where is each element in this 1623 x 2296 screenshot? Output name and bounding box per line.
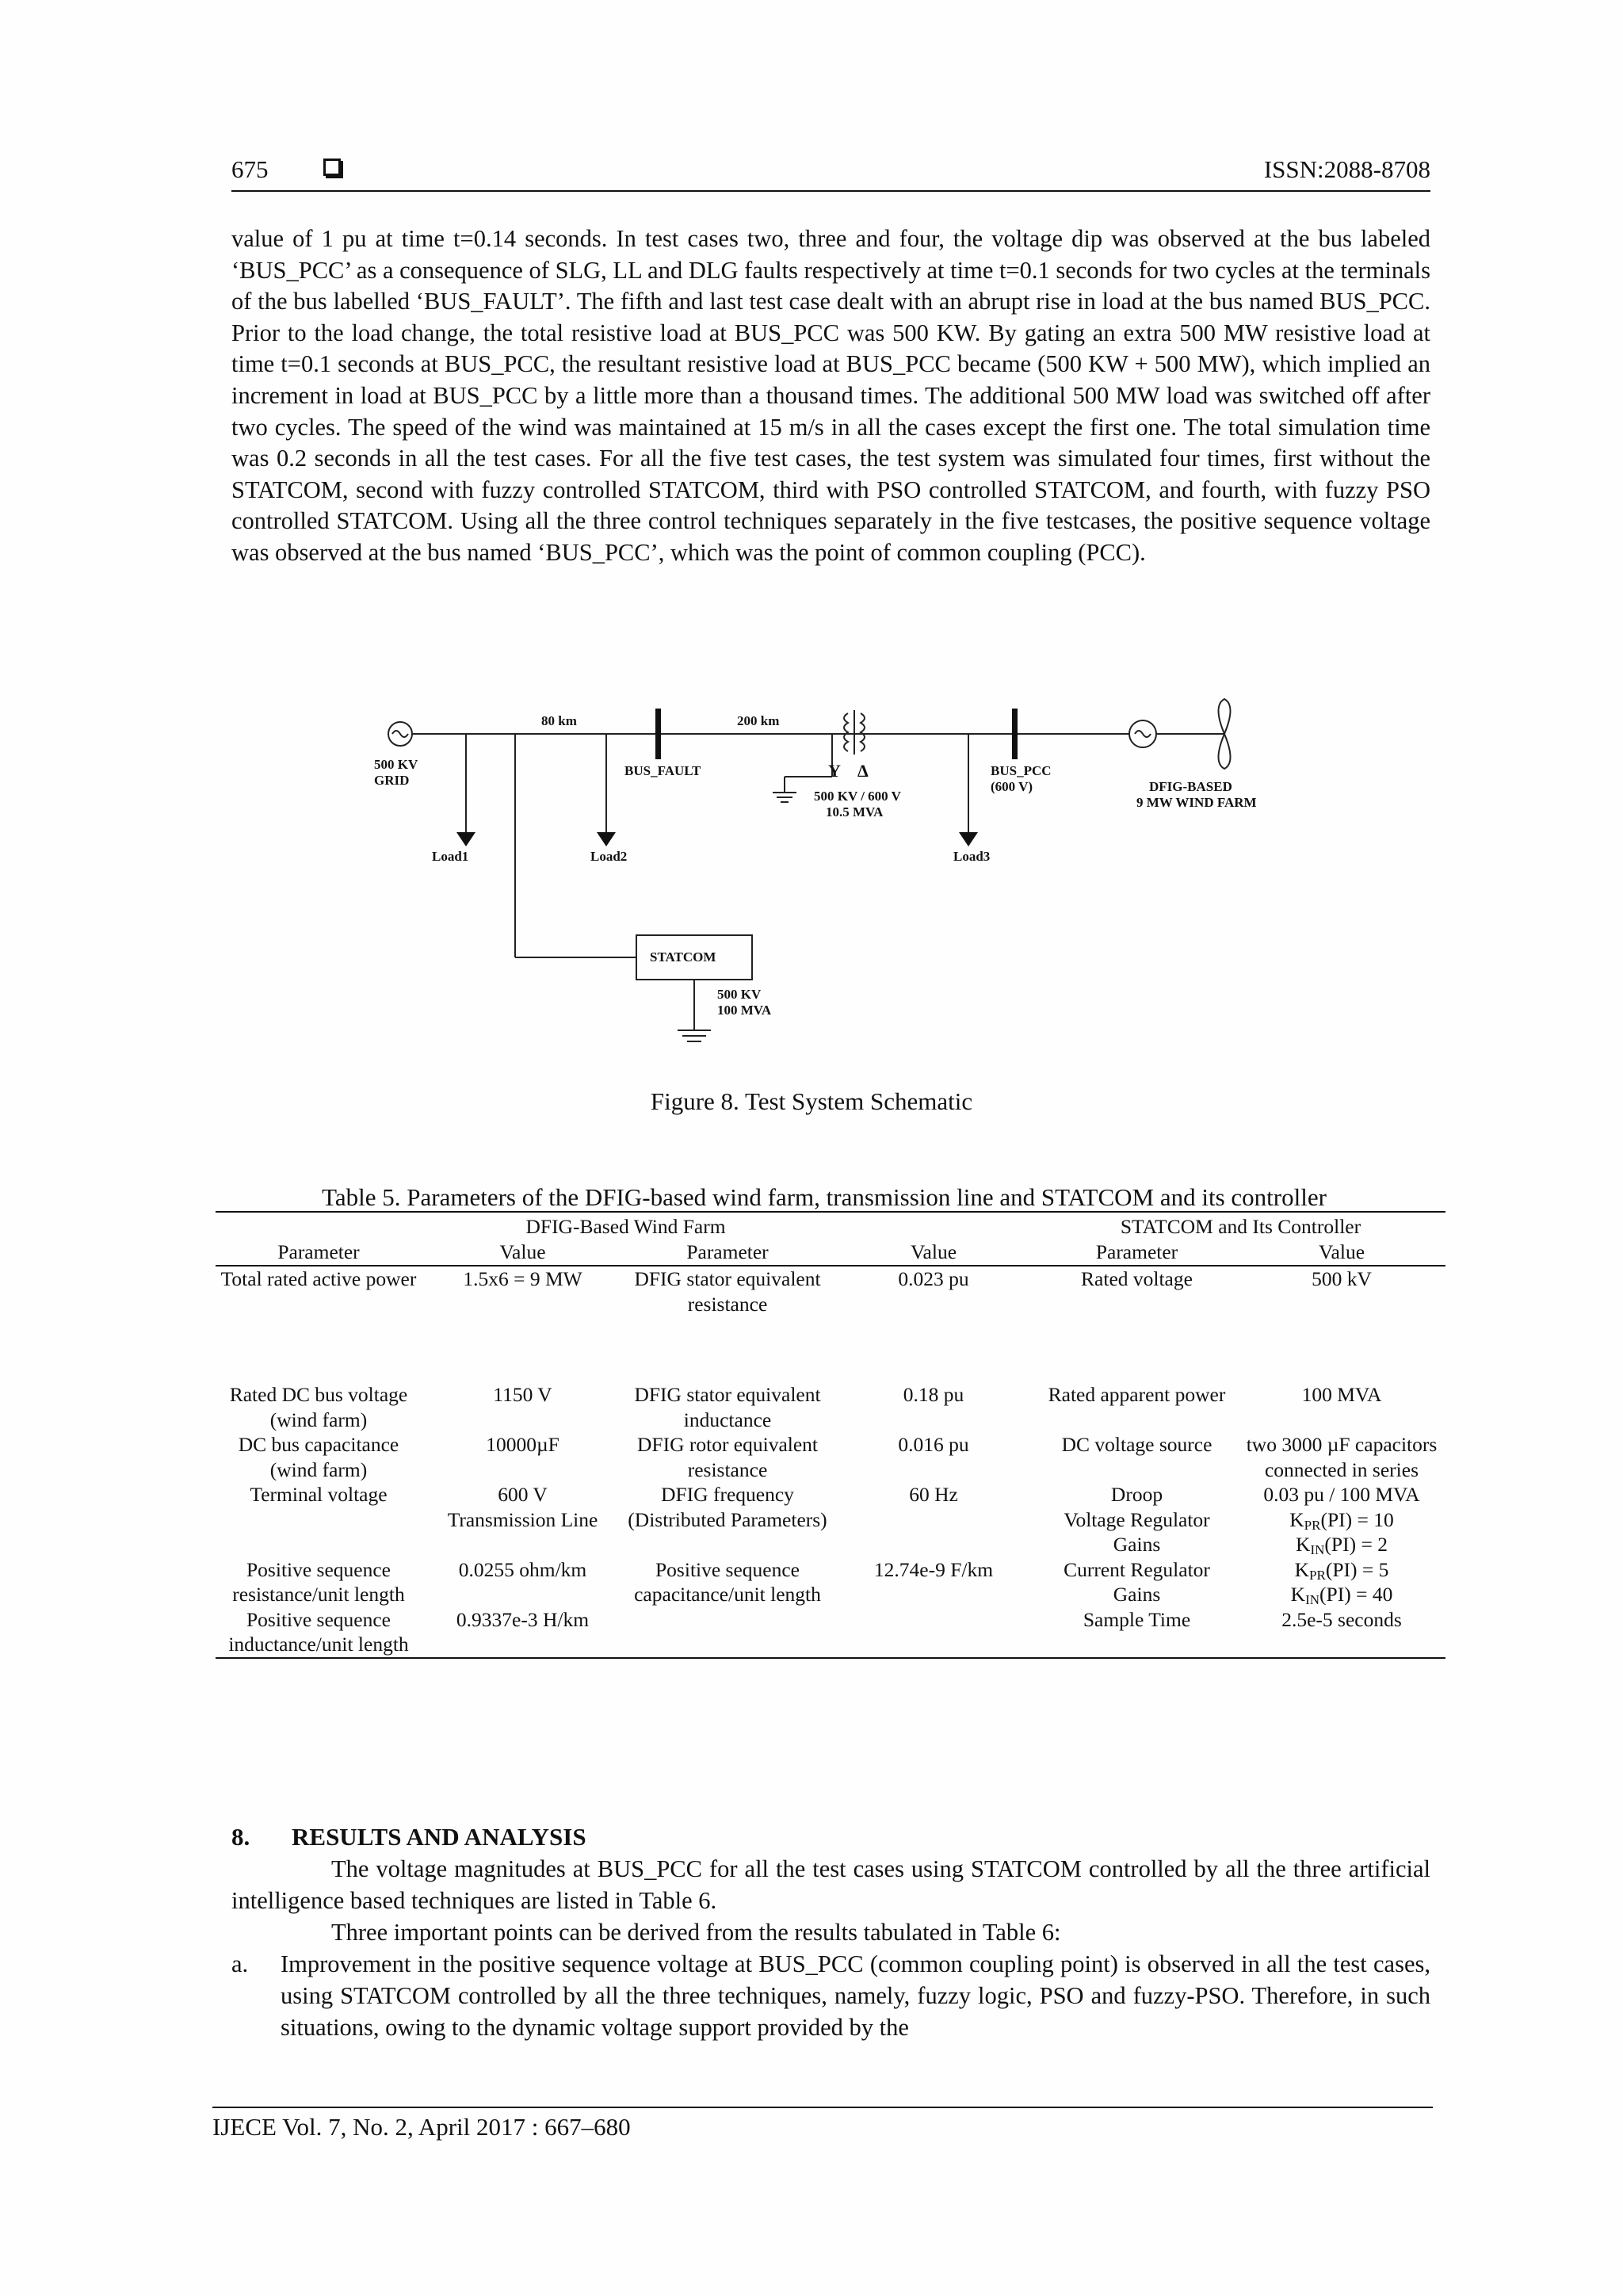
table-cell: 12.74e-9 F/km [873,1557,994,1581]
load1-arrow-icon [456,832,475,846]
table-cell: 0.9337e-3 H/km [456,1607,590,1631]
table-row [216,1266,1445,1382]
table-cell [624,1607,831,1658]
journal-issn: ISSN:2088-8708 [1263,155,1430,183]
load3-label: Load3 [953,849,991,864]
table-cell: 500 kV [1312,1267,1372,1290]
table-cell-line: Droop [1110,1483,1163,1506]
table-cell: DFIG stator equivalent inductance [634,1383,821,1431]
table-row [216,1482,1445,1557]
section-heading [231,1823,586,1851]
table-cell: Positive sequence inductance/unit length [228,1607,409,1656]
table-cell: DC voltage source [1061,1433,1212,1456]
table-cell [422,1482,624,1557]
table-row [216,1382,1445,1432]
gain-kpr: $K_{PR}(PI) = 5$ [1294,1557,1389,1583]
line2-length: 200 km [737,713,780,728]
section-title: RESULTS AND ANALYSIS [292,1823,586,1851]
table-row [216,1607,1445,1658]
bus-fault-label: BUS_FAULT [624,763,701,778]
load1-label: Load1 [432,849,469,864]
grid-label-1: 500 KV [374,757,418,772]
bus-pcc-label: BUS_PCC [991,763,1052,778]
table-cell: Positive sequence resistance/unit length [232,1557,405,1606]
list-item-text: Improvement in the positive sequence voltage at BUS_PCC (common coupling point) is observed in all the test cases, using STATCOM controlled by all the three techniques, namely, fuzzy logic, PSO and fuzzy-PSO. Therefore, in such situations, owing to the dynamic voltage support provided by the [281,1950,1430,2041]
transformer-y: Y [828,761,841,781]
table-cell: 0.18 pu [903,1383,964,1406]
line1-length: 80 km [541,713,577,728]
results-paragraph-2: Three important points can be derived from the results tabulated in Table 6: [331,1919,1061,1946]
footer-citation: IJECE Vol. 7, No. 2, April 2017 : 667–680 [212,2113,631,2141]
table-cell-line: DFIG frequency [661,1483,794,1506]
group-header-statcom: STATCOM and Its Controller [1120,1215,1361,1238]
table-cell [1238,1482,1445,1557]
table-row [216,1557,1445,1607]
table-cell: 60 Hz [909,1483,958,1506]
wind-farm-label-2: 9 MW WIND FARM [1136,795,1257,810]
table-cell: 0.023 pu [898,1267,969,1290]
load2-arrow-icon [597,832,616,846]
table-caption: Table 5. Parameters of the DFIG-based wind farm, transmission line and STATCOM and its controller [322,1183,1327,1211]
gain-kin: $K_{IN}(PI) = 2$ [1296,1533,1388,1557]
column-header: Parameter [1036,1240,1238,1266]
table-cell: 0.0255 ohm/km [458,1557,587,1581]
footer-rule [212,2107,1433,2108]
list-item-label: a. [231,1950,249,1977]
bus-pcc-bar [1012,709,1018,759]
table-cell: Positive sequence capacitance/unit length [634,1557,821,1606]
table-cell: Terminal voltage [250,1483,388,1506]
statcom-rating-1: 500 KV [717,987,762,1002]
column-header: Parameter [216,1240,422,1266]
table-cell: Rated apparent power [1048,1383,1226,1406]
bus-fault-bar [655,709,661,759]
results-body [231,1853,1430,2043]
table-cell: DFIG stator equivalent resistance [634,1267,821,1316]
table-cell: two 3000 µF capacitors connected in series [1246,1433,1438,1481]
transformer-icon [844,710,865,755]
page-number: 675 [231,155,269,183]
table-cell: 0.016 pu [898,1433,969,1456]
transformer-rating-2: 10.5 MVA [826,804,884,819]
table-cell: Rated DC bus voltage (wind farm) [229,1383,408,1431]
load3-arrow-icon [959,832,978,846]
transformer-rating-1: 500 KV / 600 V [814,789,901,804]
header-rule [231,190,1430,192]
table-row [216,1432,1445,1482]
test-system-schematic [357,690,1331,1062]
gain-kin: $K_{IN}(PI) = 40$ [1290,1583,1393,1607]
column-header: Parameter [624,1240,831,1266]
statcom-label: STATCOM [650,949,716,965]
grid-label-2: GRID [374,773,410,788]
list-item [231,1948,1430,2043]
table-cell-line: Transmission Line [447,1507,598,1531]
group-header-wind-farm: DFIG-Based Wind Farm [525,1215,726,1238]
table-cell-line: 600 V [498,1483,548,1506]
load2-label: Load2 [590,849,628,864]
transformer-delta: Δ [857,761,869,781]
column-header: Value [422,1240,624,1266]
table-cell: 1150 V [493,1383,552,1406]
wind-farm-label-1: DFIG-BASED [1149,779,1232,794]
table-cell-line: Voltage Regulator Gains [1064,1507,1210,1556]
table-cell: DFIG rotor equivalent resistance [636,1433,819,1481]
parameters-table [216,1211,1445,1659]
statcom-rating-2: 100 MVA [717,1003,772,1018]
table-cell: 2.5e-5 seconds [1281,1607,1402,1631]
gain-kpr: $K_{PR}(PI) = 10$ [1289,1507,1394,1533]
intro-paragraph: value of 1 pu at time t=0.14 seconds. In test cases two, three and four, the voltage dip was observed at the bus labeled ‘BUS_PCC’ as a consequence of SLG, LL and DLG faults respectively at time t=0.1 seconds for two cycles at the terminals of the bus labelled ‘BUS_FAULT’. The fifth and last test case dealt with an abrupt rise in load at the bus named BUS_PCC. Prior to the load change, the total resistive load at BUS_PCC was 500 KW. By gating an extra 500 MW resistive load at time t=0.1 seconds at BUS_PCC, the resultant resistive load at BUS_PCC became (500 KW + 500 MW), which implied an increment in load at BUS_PCC by a little more than a thousand times. The additional 500 MW load was switched off after two cycles. The speed of the wind was maintained at 15 m/s in all the cases except the first one. The total simulation time was 0.2 seconds in all the test cases. For all the five test cases, the test system was simulated four times, first without the STATCOM, second with fuzzy controlled STATCOM, third with PSO controlled STATCOM, and fourth, with fuzzy PSO controlled STATCOM. Using all the three control techniques separately in the five testcases, the positive sequence voltage was observed at the bus named ‘BUS_PCC’, which was the point of common coupling (PCC). [231,225,1431,566]
table-cell: Sample Time [1083,1607,1191,1631]
section-number: 8. [231,1823,250,1851]
bus-pcc-voltage: (600 V) [991,779,1033,794]
table-cell [1238,1557,1445,1607]
table-cell: Rated voltage [1081,1267,1193,1290]
table-cell: 100 MVA [1301,1383,1382,1406]
table-cell: Current Regulator Gains [1064,1557,1210,1606]
table-cell [831,1607,1036,1658]
table-cell: DC bus capacitance (wind farm) [238,1433,399,1481]
table-cell [624,1482,831,1557]
checkbox-icon [323,159,341,176]
column-header: Value [831,1240,1036,1266]
table-cell: 10000µF [486,1433,559,1456]
table-cell [1036,1482,1238,1557]
column-header: Value [1238,1240,1445,1266]
results-paragraph-1: The voltage magnitudes at BUS_PCC for all the test cases using STATCOM controlled by all the three artificial intelligence based techniques are listed in Table 6. [231,1855,1430,1914]
figure-caption: Figure 8. Test System Schematic [650,1087,973,1115]
table-cell: 1.5x6 = 9 MW [463,1267,582,1290]
table-cell-line: (Distributed Parameters) [628,1507,827,1531]
table-cell-line: 0.03 pu / 100 MVA [1263,1483,1420,1506]
table-cell: Total rated active power [220,1267,417,1290]
